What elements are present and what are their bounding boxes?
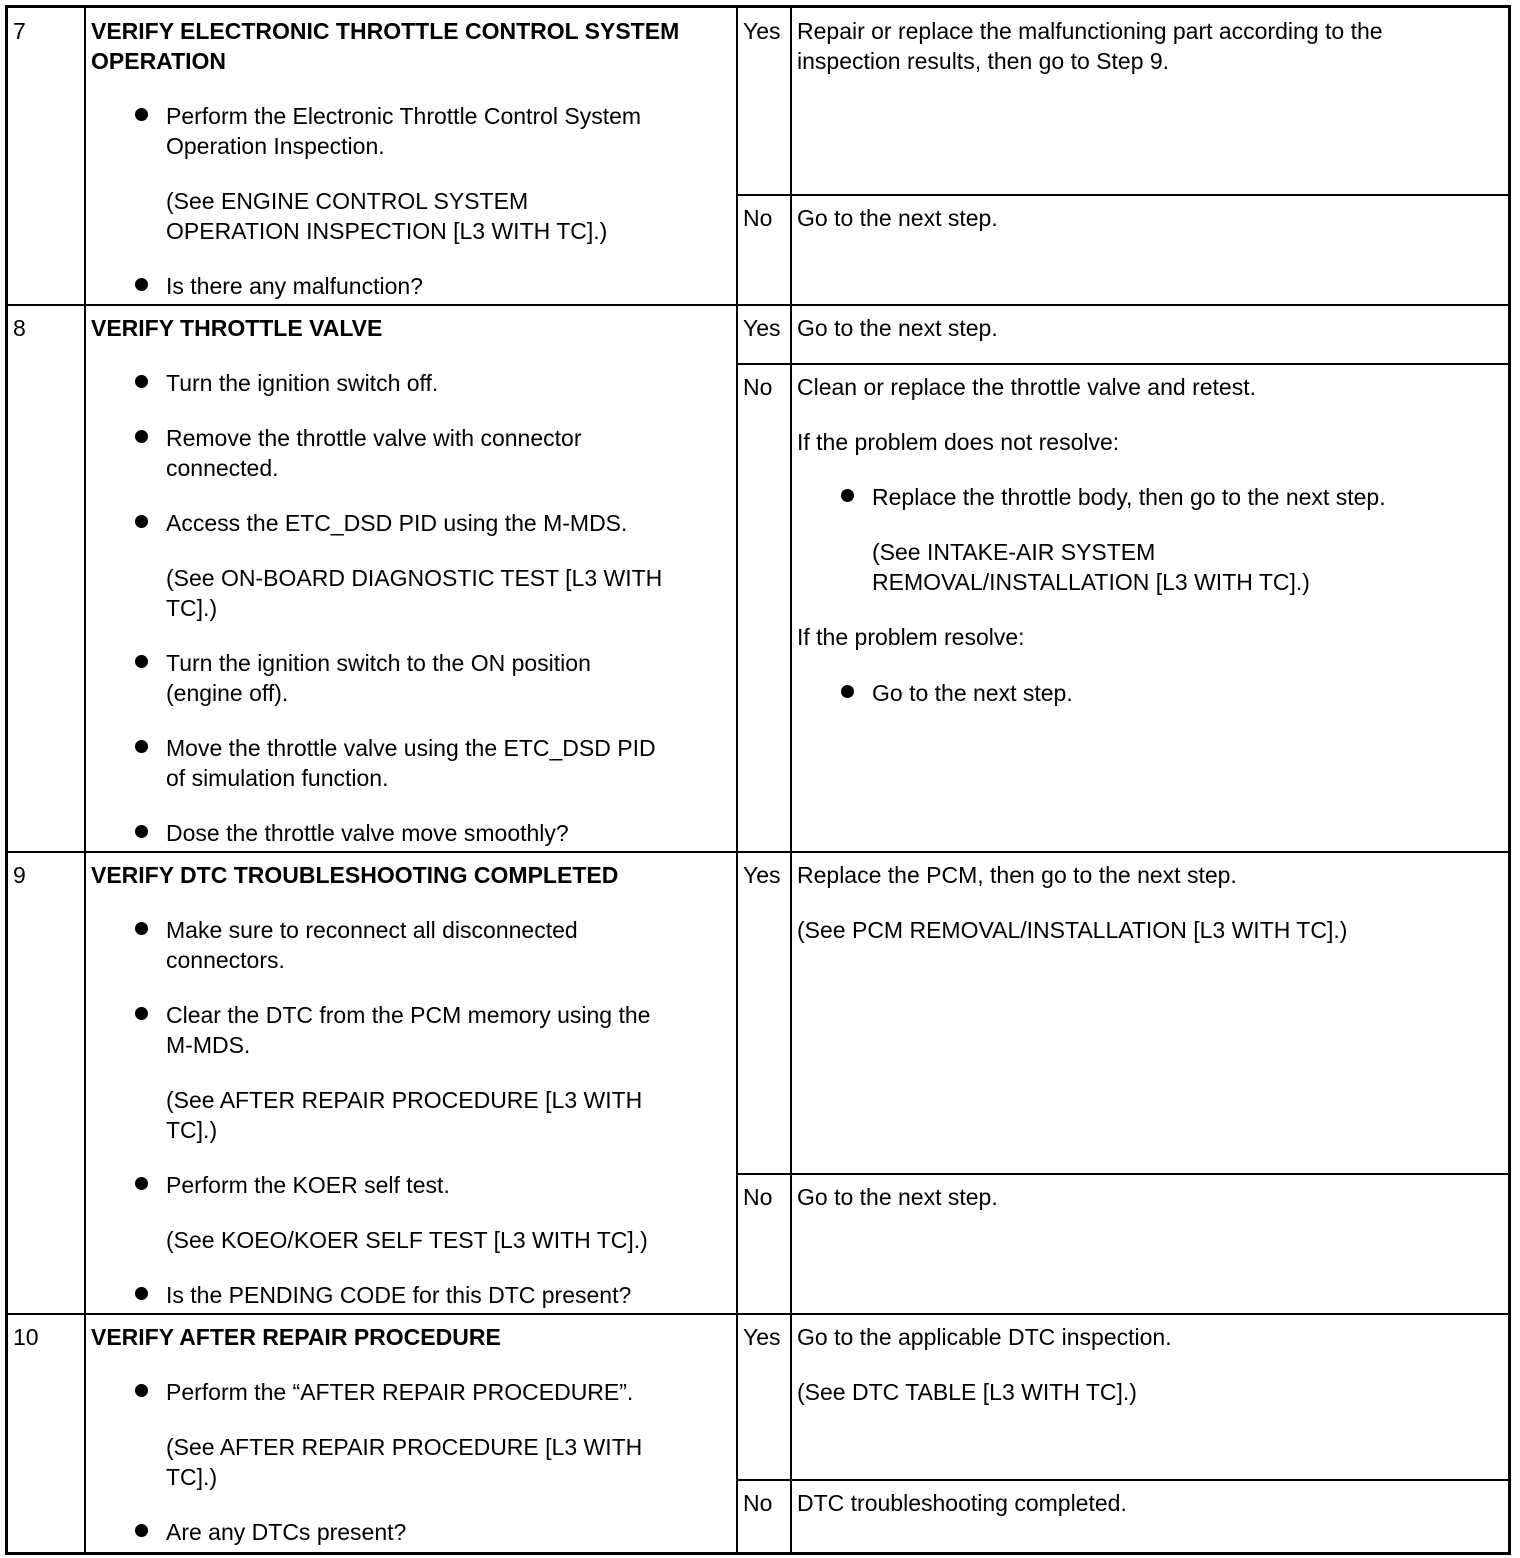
step-reference: TC].) — [166, 595, 218, 621]
yes-action: Replace the PCM, then go to the next step. — [797, 862, 1237, 888]
bullet-icon — [135, 1384, 148, 1397]
yes-no-divider — [736, 194, 1508, 196]
no-action: Go to the next step. — [797, 205, 998, 231]
yes-label: Yes — [743, 315, 781, 341]
bullet-icon — [135, 108, 148, 121]
step-title: VERIFY DTC TROUBLESHOOTING COMPLETED — [91, 862, 619, 888]
yes-action-reference: (See DTC TABLE [L3 WITH TC].) — [797, 1379, 1137, 1405]
step-item: connected. — [166, 455, 279, 481]
step-number: 10 — [13, 1324, 39, 1350]
step-title: VERIFY ELECTRONIC THROTTLE CONTROL SYSTEM — [91, 18, 680, 44]
column-divider — [736, 8, 738, 1552]
no-label: No — [743, 1184, 773, 1210]
bullet-icon — [135, 1177, 148, 1190]
no-action-reference: REMOVAL/INSTALLATION [L3 WITH TC].) — [872, 569, 1310, 595]
step-reference: (See KOEO/KOER SELF TEST [L3 WITH TC].) — [166, 1227, 648, 1253]
no-action: Clean or replace the throttle valve and retest. — [797, 374, 1256, 400]
bullet-icon — [135, 1007, 148, 1020]
no-action: Replace the throttle body, then go to the next step. — [872, 484, 1386, 510]
step-reference: TC].) — [166, 1117, 218, 1143]
bullet-icon — [135, 375, 148, 388]
bullet-icon — [135, 655, 148, 668]
bullet-icon — [135, 922, 148, 935]
row-divider — [8, 1313, 1508, 1315]
no-label: No — [743, 205, 773, 231]
step-item: of simulation function. — [166, 765, 389, 791]
yes-no-divider — [736, 1173, 1508, 1175]
step-item: Perform the KOER self test. — [166, 1172, 450, 1198]
yes-label: Yes — [743, 1324, 781, 1350]
step-item: Is the PENDING CODE for this DTC present? — [166, 1282, 632, 1308]
step-reference: (See ENGINE CONTROL SYSTEM — [166, 188, 529, 214]
row-divider — [8, 851, 1508, 853]
column-divider — [790, 8, 792, 1552]
no-action: If the problem resolve: — [797, 624, 1025, 650]
step-item: connectors. — [166, 947, 285, 973]
step-number: 8 — [13, 315, 26, 341]
step-title: VERIFY AFTER REPAIR PROCEDURE — [91, 1324, 501, 1350]
step-item: Is there any malfunction? — [166, 273, 423, 299]
step-item: Perform the “AFTER REPAIR PROCEDURE”. — [166, 1379, 634, 1405]
step-item: Remove the throttle valve with connector — [166, 425, 582, 451]
step-item: Are any DTCs present? — [166, 1519, 407, 1545]
bullet-icon — [841, 685, 854, 698]
no-label: No — [743, 1490, 773, 1516]
step-item: Dose the throttle valve move smoothly? — [166, 820, 569, 846]
no-label: No — [743, 374, 773, 400]
step-item: Make sure to reconnect all disconnected — [166, 917, 578, 943]
bullet-icon — [135, 825, 148, 838]
column-divider — [84, 8, 86, 1552]
diagnostic-procedure-table — [5, 5, 1511, 1555]
no-action: If the problem does not resolve: — [797, 429, 1120, 455]
step-item: Clear the DTC from the PCM memory using the — [166, 1002, 651, 1028]
step-item: (engine off). — [166, 680, 289, 706]
step-title: OPERATION — [91, 48, 227, 74]
yes-action: inspection results, then go to Step 9. — [797, 48, 1170, 74]
step-reference: (See AFTER REPAIR PROCEDURE [L3 WITH — [166, 1434, 643, 1460]
bullet-icon — [135, 1287, 148, 1300]
no-action: DTC troubleshooting completed. — [797, 1490, 1127, 1516]
no-action-reference: (See INTAKE-AIR SYSTEM — [872, 539, 1156, 565]
bullet-icon — [135, 1524, 148, 1537]
bullet-icon — [135, 430, 148, 443]
step-number: 7 — [13, 18, 26, 44]
step-title: VERIFY THROTTLE VALVE — [91, 315, 383, 341]
yes-label: Yes — [743, 18, 781, 44]
step-reference: OPERATION INSPECTION [L3 WITH TC].) — [166, 218, 608, 244]
bullet-icon — [135, 515, 148, 528]
step-reference: TC].) — [166, 1464, 218, 1490]
step-item: M-MDS. — [166, 1032, 251, 1058]
bullet-icon — [135, 740, 148, 753]
step-reference: (See ON-BOARD DIAGNOSTIC TEST [L3 WITH — [166, 565, 663, 591]
yes-no-divider — [736, 363, 1508, 365]
bullet-icon — [841, 489, 854, 502]
yes-no-divider — [736, 1479, 1508, 1481]
step-reference: (See AFTER REPAIR PROCEDURE [L3 WITH — [166, 1087, 643, 1113]
no-action: Go to the next step. — [797, 1184, 998, 1210]
step-item: Move the throttle valve using the ETC_DSD PID — [166, 735, 656, 761]
yes-action: Repair or replace the malfunctioning part according to the — [797, 18, 1383, 44]
step-item: Turn the ignition switch to the ON position — [166, 650, 591, 676]
yes-label: Yes — [743, 862, 781, 888]
step-item: Turn the ignition switch off. — [166, 370, 439, 396]
no-action: Go to the next step. — [872, 680, 1073, 706]
step-number: 9 — [13, 862, 26, 888]
yes-action: Go to the next step. — [797, 315, 998, 341]
row-divider — [8, 304, 1508, 306]
bullet-icon — [135, 278, 148, 291]
step-item: Access the ETC_DSD PID using the M-MDS. — [166, 510, 628, 536]
yes-action: Go to the applicable DTC inspection. — [797, 1324, 1172, 1350]
step-item: Perform the Electronic Throttle Control System — [166, 103, 642, 129]
yes-action-reference: (See PCM REMOVAL/INSTALLATION [L3 WITH TC].) — [797, 917, 1348, 943]
step-item: Operation Inspection. — [166, 133, 385, 159]
